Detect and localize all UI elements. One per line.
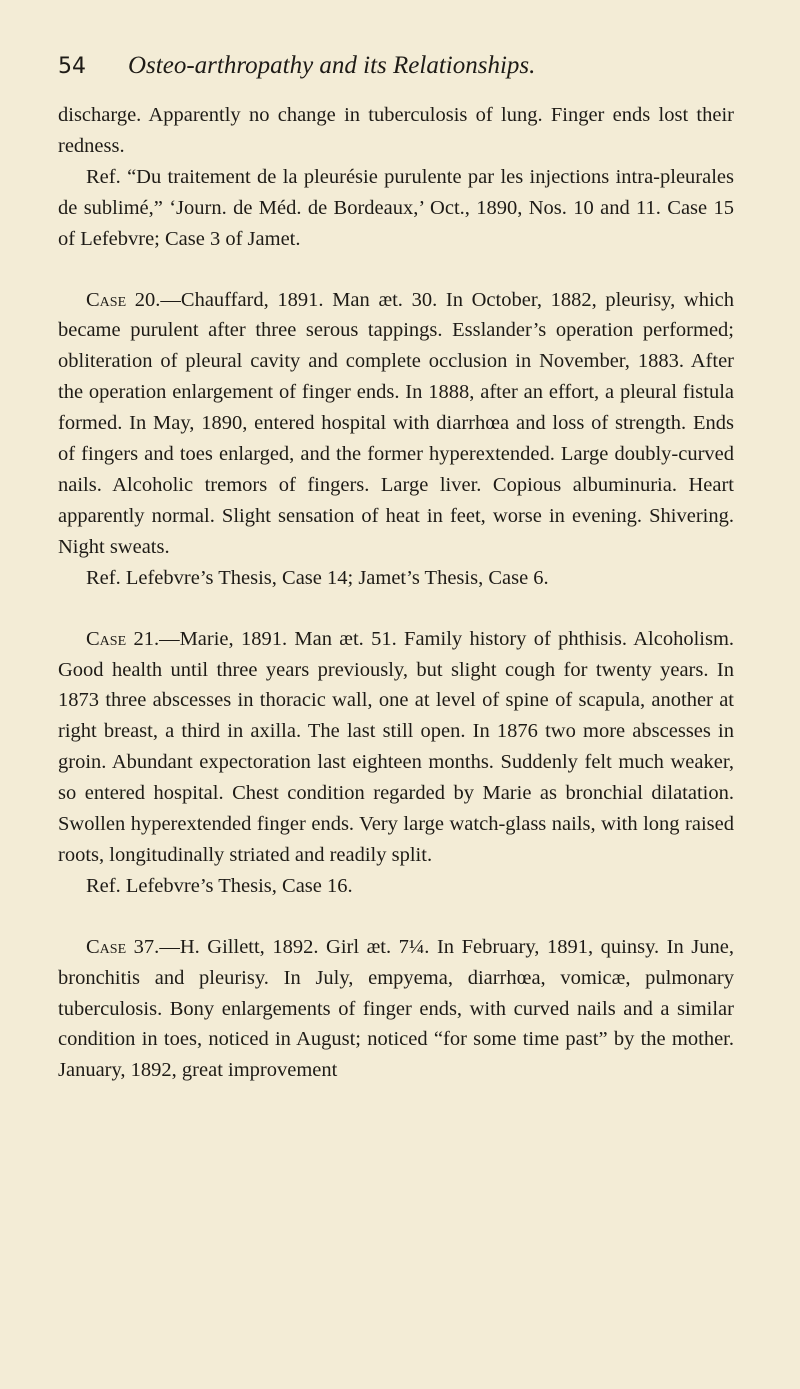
case-label: Case 20. [86, 288, 161, 311]
page-header [58, 52, 734, 92]
running-title: Osteo-arthropathy and its Relationships. [128, 52, 536, 79]
spacer [58, 594, 734, 624]
paragraph-text: Ref. “Du traitement de la pleurésie purulente par les injections intra-pleurales de sublimé,” ‘Journ. de Méd. de Bordeaux,’ Oct., 1890, Nos. 10 and 11. Case 15 of Lefebvre; Case 3 of Jamet. [58, 165, 734, 250]
paragraph-reference [58, 162, 734, 255]
paragraph-case-20 [58, 285, 734, 563]
paragraph-reference [58, 871, 734, 902]
paragraph-text: —Chauffard, 1891. Man æt. 30. In October, 1882, pleurisy, which became purulent after three serous tappings. Esslander’s operation performed; obliteration of pleural cavity and complete occlusion in November, 1883. After the operation enlargement of finger ends. In 1888, after an effort, a pleural fistula formed. In May, 1890, entered hospital with diarrhœa and loss of strength. Ends of fingers and toes enlarged, and the former hyperextended. Large doubly-curved nails. Alcoholic tremors of fingers. Large liver. Copious albuminuria. Heart apparently normal. Slight sensation of heat in feet, worse in evening. Shivering. Night sweats. [58, 288, 734, 558]
case-label: Case 37. [86, 935, 160, 958]
paragraph-text: Ref. Lefebvre’s Thesis, Case 14; Jamet’s Thesis, Case 6. [86, 566, 549, 589]
paragraph-text: —Marie, 1891. Man æt. 51. Family history of phthisis. Alcoholism. Good health until three years previously, but slight cough for twenty years. In 1873 three abscesses in thoracic wall, one at level of spine of scapula, another at right breast, a third in axilla. The last still open. In 1876 two more abscesses in groin. Abundant expectoration last eighteen months. Suddenly felt much weaker, so entered hospital. Chest condition regarded by Marie as bronchial dilatation. Swollen hyperextended finger ends. Very large watch-glass nails, with long raised roots, longitudinally striated and readily split. [58, 627, 735, 866]
paragraph-case-21 [58, 624, 734, 871]
paragraph-text: Ref. Lefebvre’s Thesis, Case 16. [86, 874, 353, 897]
case-label: Case 21. [86, 627, 160, 650]
paragraph-case-37 [58, 932, 734, 1087]
paragraph-text: —H. Gillett, 1892. Girl æt. 7¼. In February, 1891, quinsy. In June, bronchitis and pleurisy. In July, empyema, diarrhœa, vomicæ, pulmonary tuberculosis. Bony enlargements of finger ends, with curved nails and a similar condition in toes, noticed in August; noticed “for some time past” by the mother. January, 1892, great improvement [58, 935, 734, 1082]
paragraph-text: discharge. Apparently no change in tuberculosis of lung. Finger ends lost their redness. [58, 104, 734, 157]
paragraph-continuation [58, 100, 734, 162]
paragraph-reference [58, 563, 734, 594]
page-number: 54 [58, 54, 86, 79]
spacer [58, 902, 734, 932]
spacer [58, 255, 734, 285]
